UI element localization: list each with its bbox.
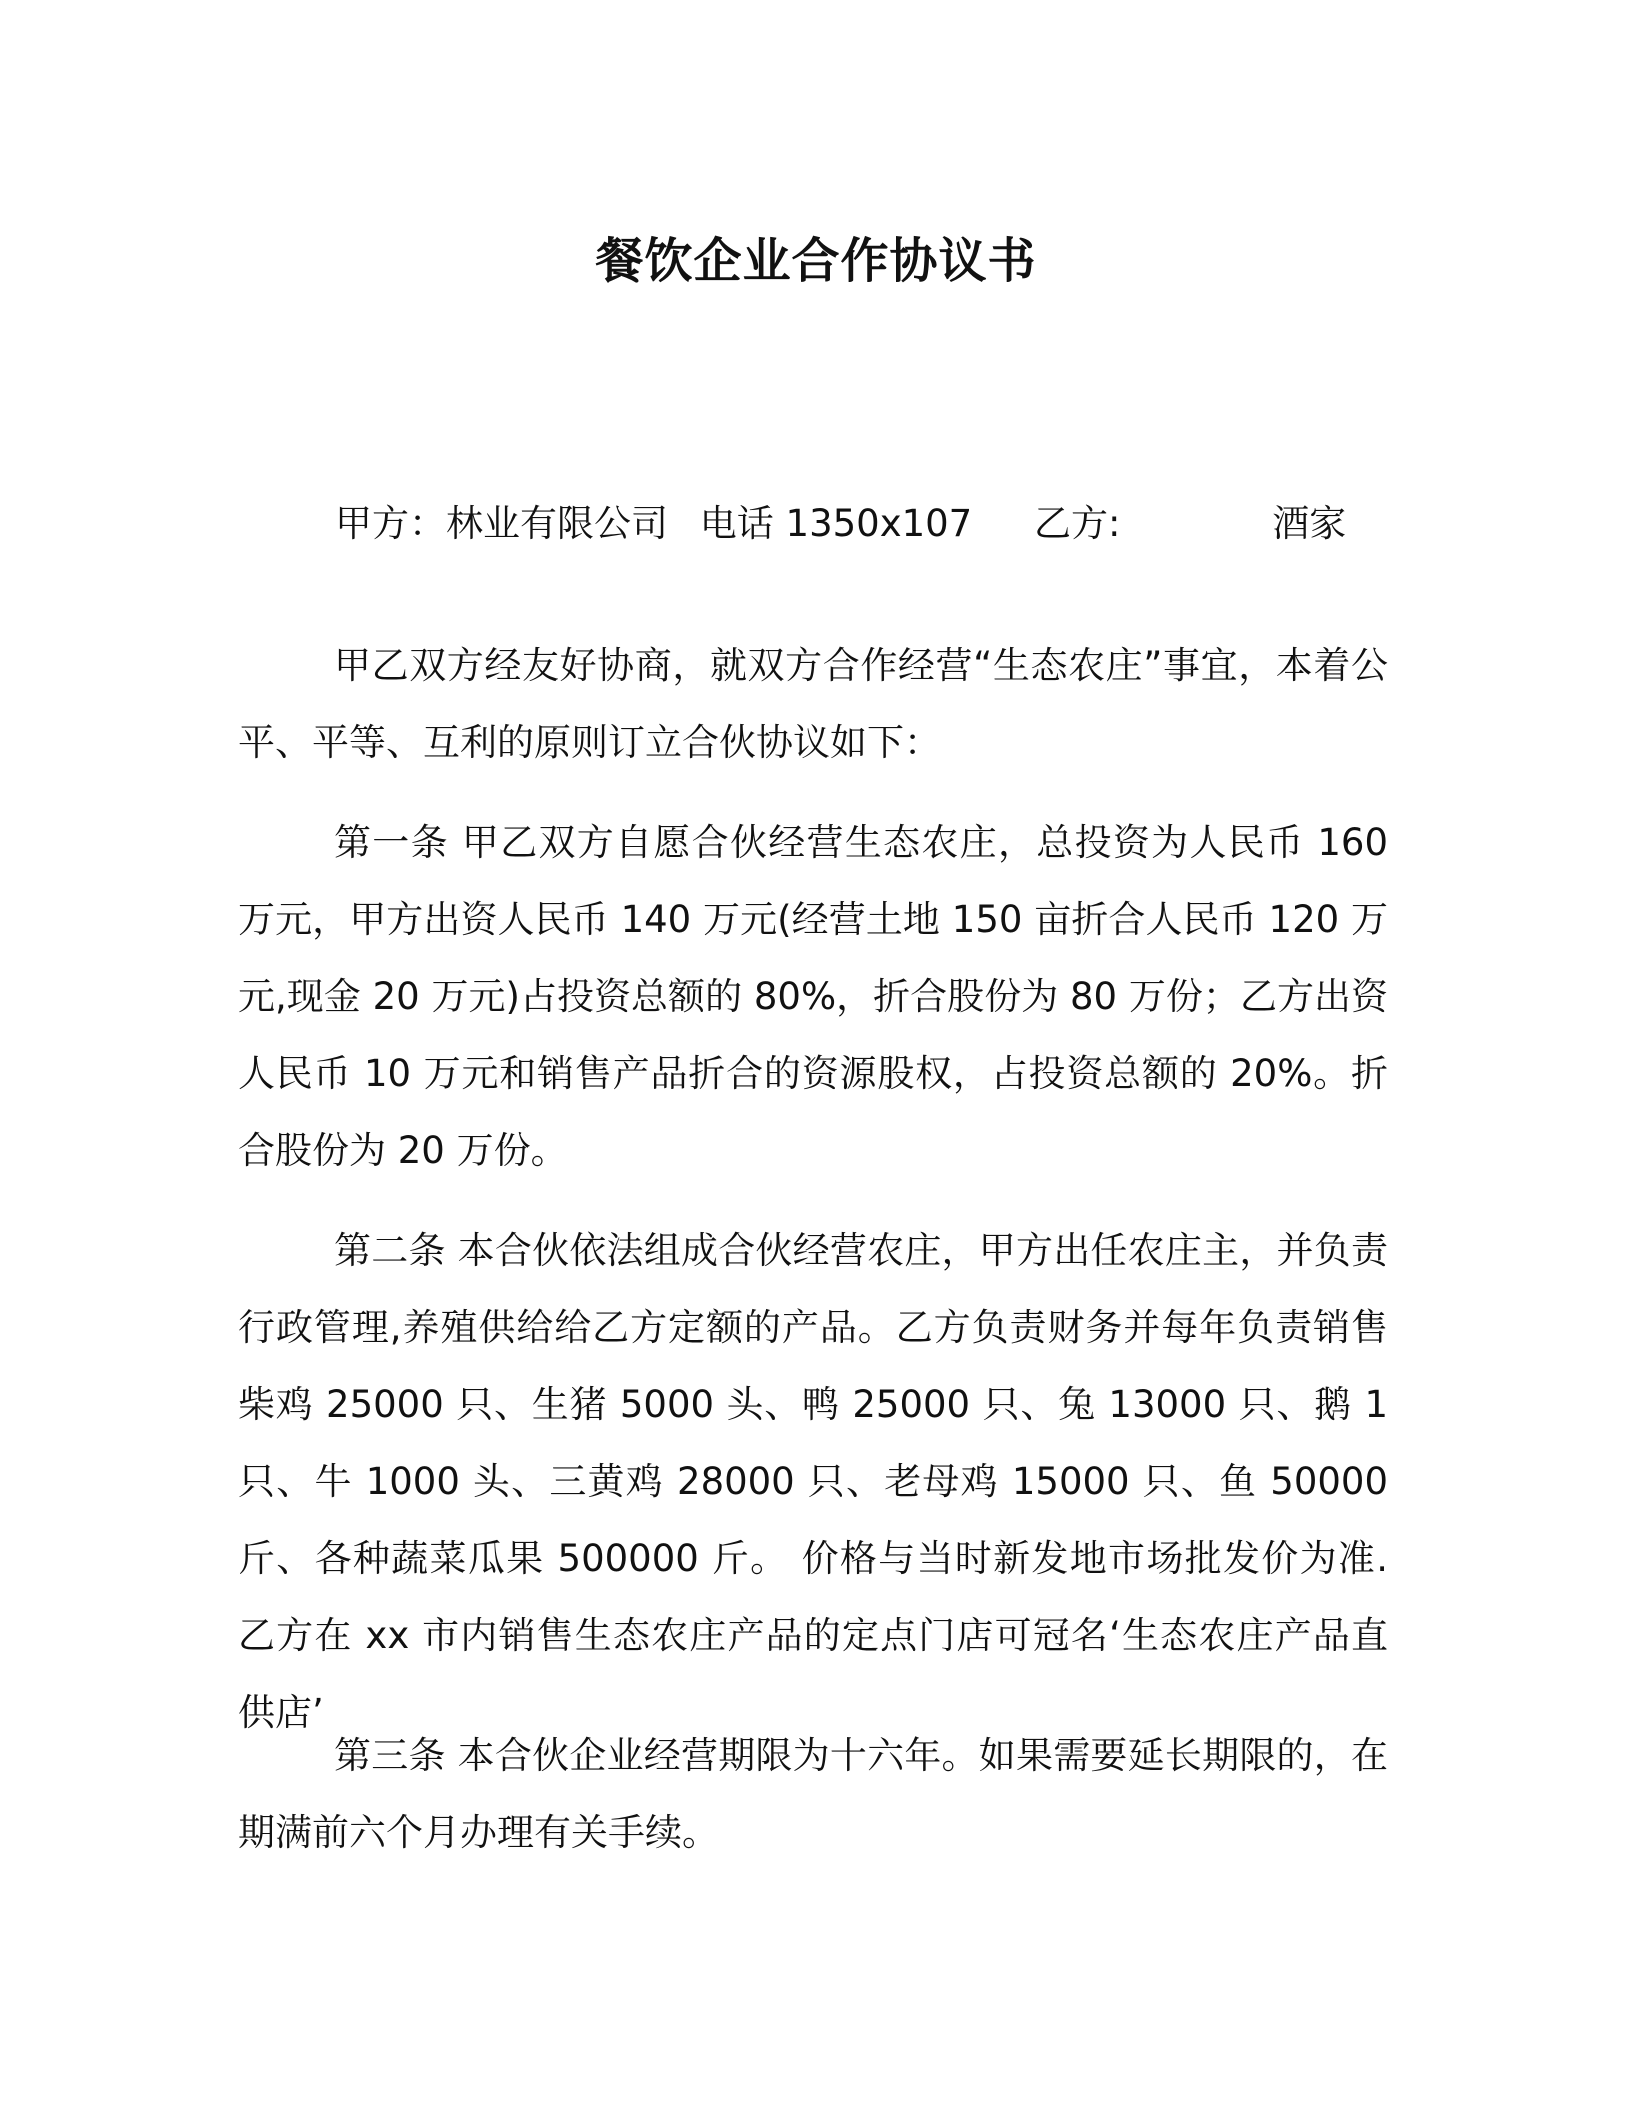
intro-paragraph: 甲乙双方经友好协商，就双方合作经营“生态农庄”事宜，本着公平、平等、互利的原则订立合伙协议如下： [238, 644, 1388, 764]
party-a-name: 甲方：林业有限公司 [335, 502, 668, 545]
article-1-paragraph: 第一条 甲乙双方自愿合伙经营生态农庄，总投资为人民币 160 万元，甲方出资人民币 140 万元(经营土地 150 亩折合人民币 120 万元,现金 20 万元)占投资总额的 80%，折合股份为 80 万份；乙方出资人民币 10 万元和销售产品折合的资源股权，占投资总额的 20%。折合股份为 20 万份。 [238, 821, 1388, 1172]
party-info-line [335, 493, 1346, 547]
party-b-label: 乙方: [1033, 502, 1121, 545]
party-b-name: 酒家 [1272, 502, 1347, 545]
party-a-phone: 电话 1350x107 [699, 502, 973, 545]
article-3-paragraph: 第三条 本合伙企业经营期限为十六年。如果需要延长期限的，在期满前六个月办理有关手续。 [238, 1734, 1388, 1854]
article-2-paragraph: 第二条 本合伙依法组成合伙经营农庄，甲方出任农庄主，并负责行政管理,养殖供给给乙方定额的产品。乙方负责财务并每年负责销售柴鸡 25000 只、生猪 5000 头、鸭 25000 只、兔 13000 只、鹅 1 只、牛 1000 头、三黄鸡 28000 只、老母鸡 15000 只、鱼 50000 斤、各种蔬菜瓜果 500000 斤。 价格与当时新发地市场批发价为准. 乙方在 xx 市内销售生态农庄产品的定点门店可冠名‘生态农庄产品直供店’ [238, 1229, 1388, 1734]
document-title: 餐饮企业合作协议书 [595, 233, 1037, 289]
